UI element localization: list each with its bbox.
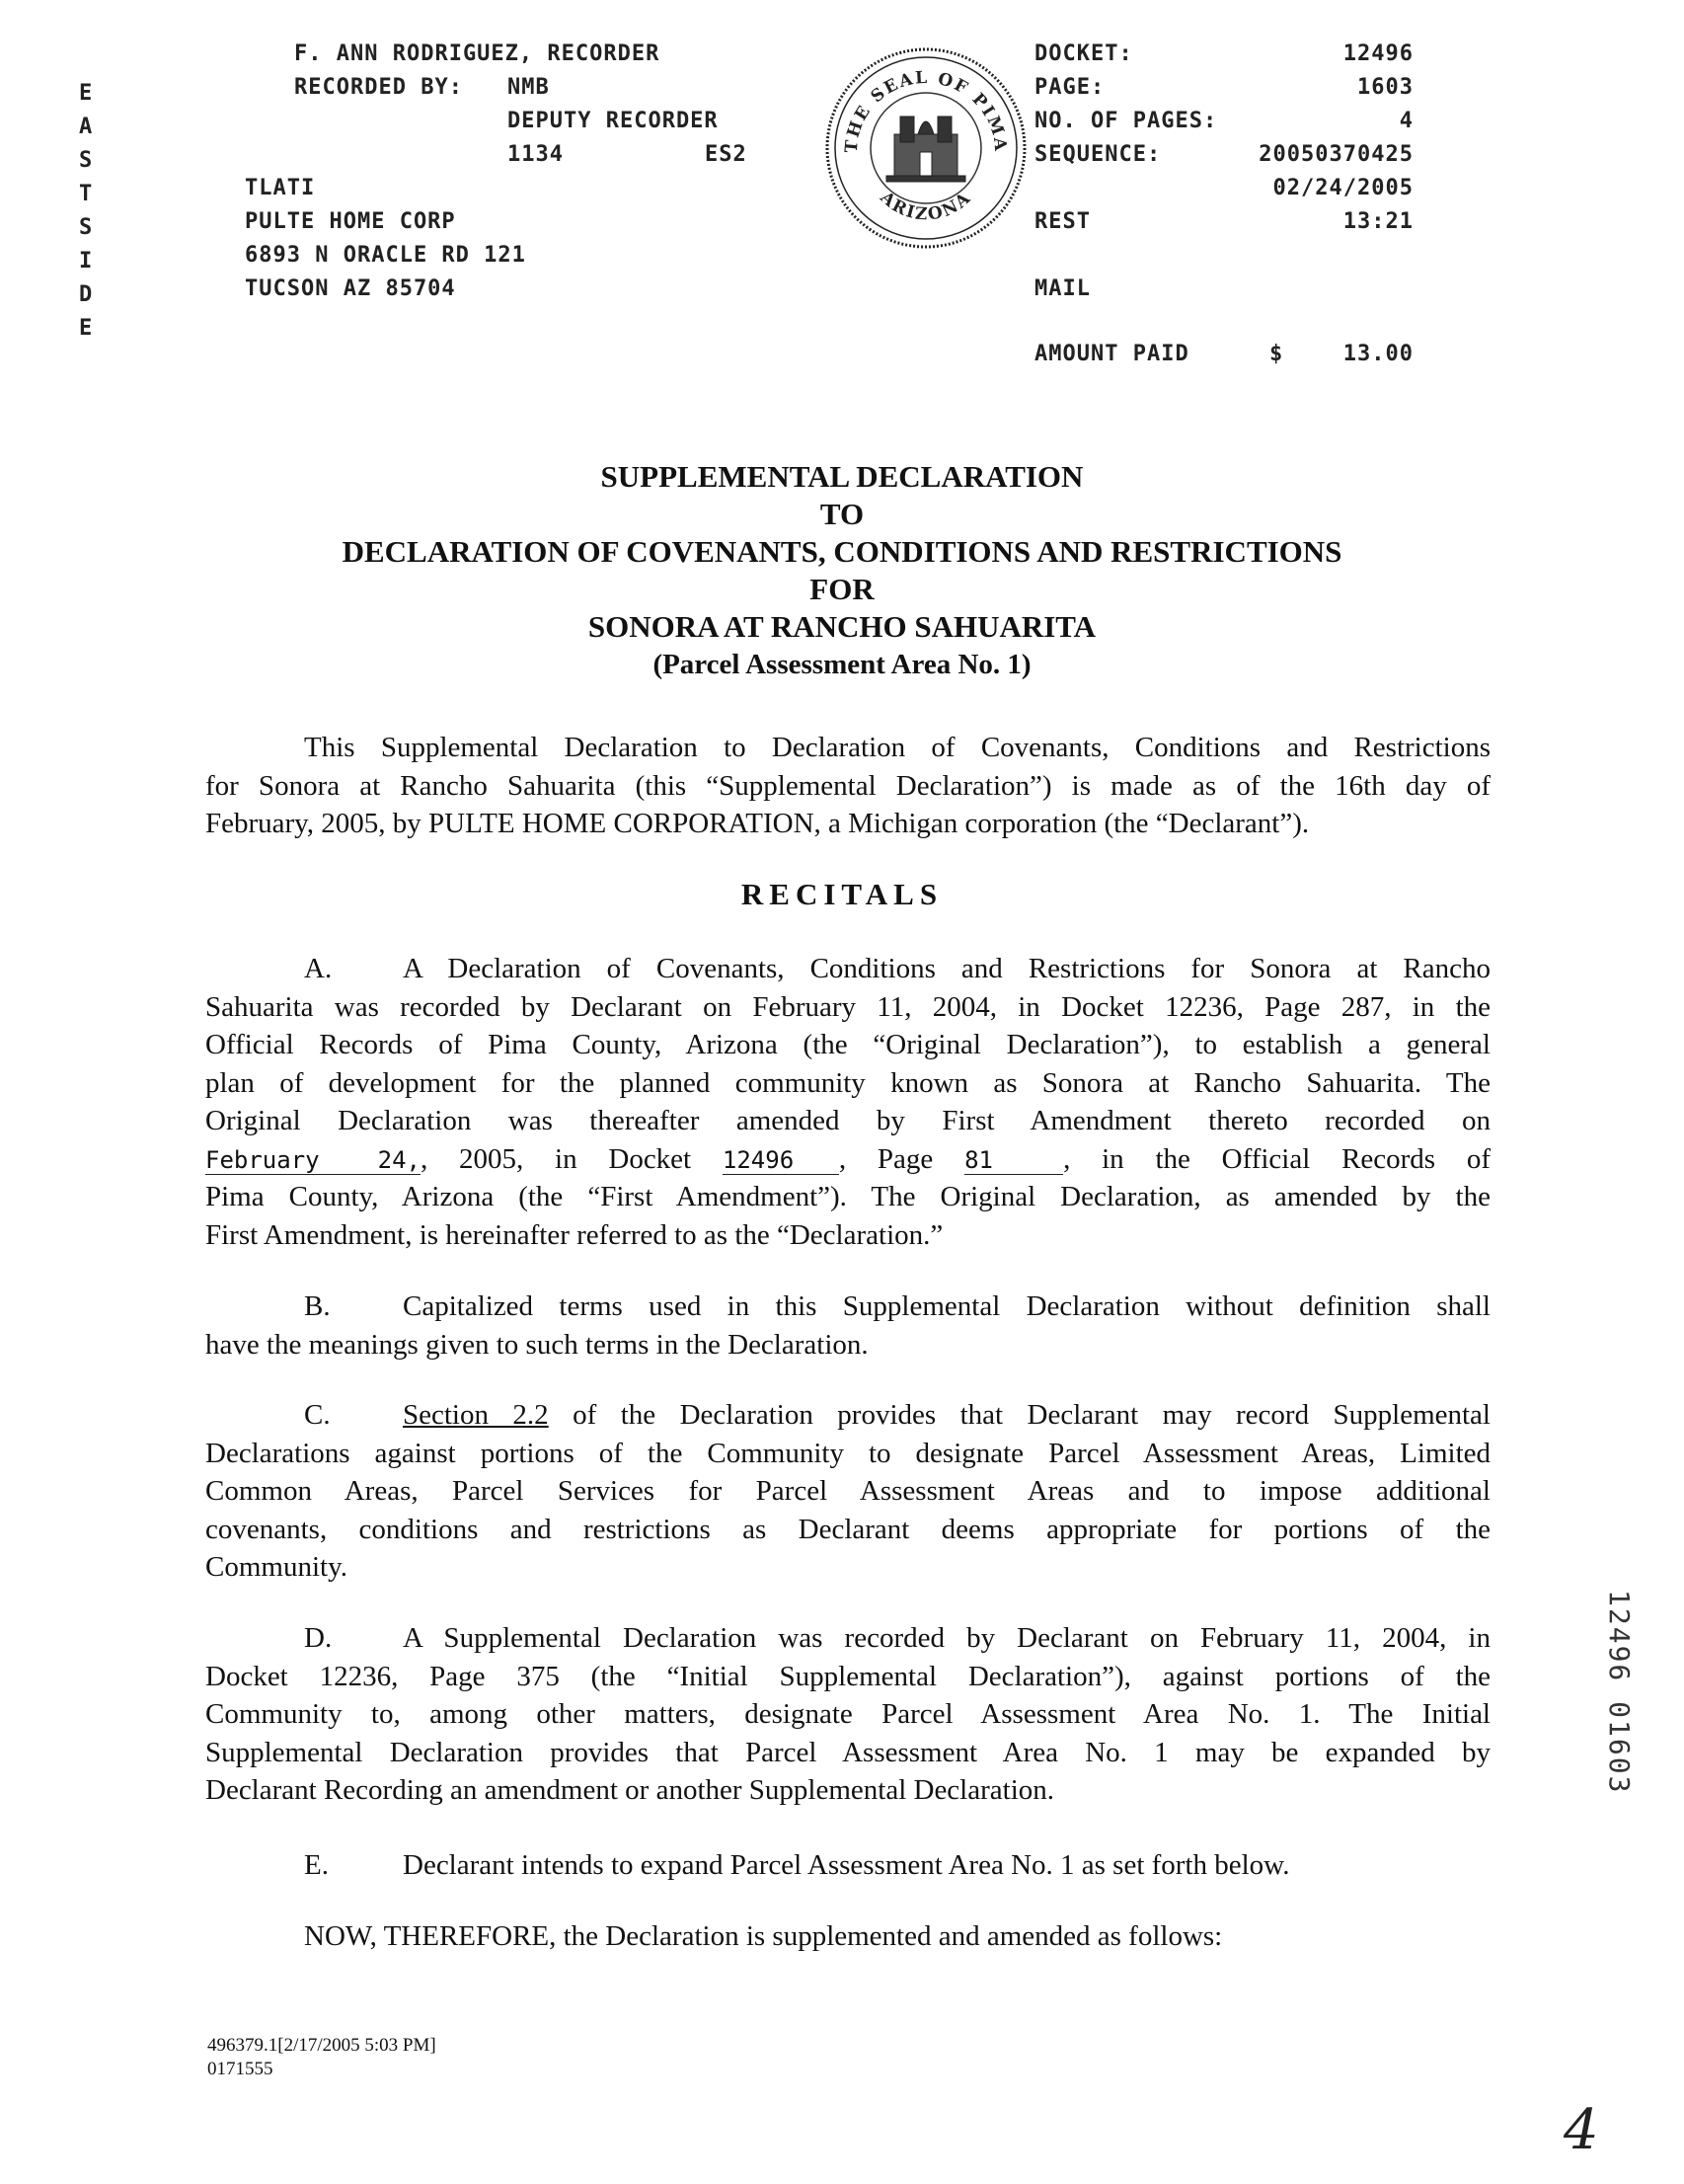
recital-letter: B. <box>304 1290 331 1322</box>
recital-a <box>205 950 1491 1254</box>
rest-label: REST <box>1034 209 1091 234</box>
text-line: Docket 12236, Page 375 (the “Initial Supplemental Declaration”), against portions of the <box>205 1660 1491 1692</box>
recorder-name: F. ANN RODRIGUEZ, RECORDER <box>294 41 660 66</box>
text-line <box>205 1846 1491 1885</box>
text-line: This Supplemental Declaration to Declaration of Covenants, Conditions and Restrictions <box>304 732 1491 763</box>
text-line <box>205 950 1491 988</box>
text-line <box>205 1619 1491 1658</box>
eastside-letter: E <box>79 316 94 341</box>
text-line <box>205 1140 1491 1179</box>
text-line: for Sonora at Rancho Sahuarita (this “Supplemental Declaration”) is made as of the 16th day of <box>205 769 1491 802</box>
sequence-value: 20050370425 <box>1259 142 1414 167</box>
text-line-content: of the Declaration provides that Declarant may record Supplemental <box>573 1399 1491 1431</box>
text-line: Common Areas, Parcel Services for Parcel Assessment Areas and to impose additional <box>205 1475 1491 1507</box>
eastside-letter: S <box>79 148 94 173</box>
text-fragment: , in the Official Records of <box>1063 1142 1492 1175</box>
text-line: Declarant Recording an amendment or another Supplemental Declaration. <box>205 1774 1055 1806</box>
intro-paragraph <box>205 729 1491 843</box>
recitals-heading: RECITALS <box>740 877 944 911</box>
amount-paid-label: AMOUNT PAID <box>1034 342 1189 366</box>
text-line: Official Records of Pima County, Arizona (the “Original Declaration”), to establish a general <box>205 1029 1491 1060</box>
recipient-address-1: 6893 N ORACLE RD 121 <box>245 243 526 268</box>
recorded-date: 02/24/2005 <box>1272 176 1414 200</box>
deputy-id: 1134 <box>507 142 564 167</box>
deputy-recorder: DEPUTY RECORDER <box>507 109 719 133</box>
eastside-letter: A <box>79 115 94 139</box>
recital-c <box>205 1396 1491 1587</box>
text-line: Sahuarita was recorded by Declarant on February 11, 2004, in Docket 12236, Page 287, in the <box>205 990 1491 1023</box>
recipient-address-2: TUCSON AZ 85704 <box>245 276 456 301</box>
text-line: NOW, THEREFORE, the Declaration is supplemented and amended as follows: <box>304 1920 1223 1952</box>
page-value: 1603 <box>1357 75 1414 100</box>
recital-letter: C. <box>304 1399 331 1431</box>
text-line-content: A Declaration of Covenants, Conditions and Restrictions for Sonora at Rancho <box>403 953 1491 984</box>
text-line: Community to, among other matters, designate Parcel Assessment Area No. 1. The Initial <box>205 1698 1491 1730</box>
eastside-letter: T <box>79 182 94 206</box>
text-line: Pima County, Arizona (the “First Amendment”). The Original Declaration, as amended by the <box>205 1181 1491 1212</box>
text-line: have the meanings given to such terms in the Declaration. <box>205 1328 869 1361</box>
text-line-content: Declarant intends to expand Parcel Assessment Area No. 1 as set forth below. <box>403 1849 1290 1881</box>
recital-letter: E. <box>304 1849 329 1881</box>
text-line: Community. <box>205 1551 347 1583</box>
footer-number: 0171555 <box>207 2059 273 2079</box>
text-line-content: A Supplemental Declaration was recorded by Declarant on February 11, 2004, in <box>403 1622 1491 1654</box>
text-line: February, 2005, by PULTE HOME CORPORATION, a Michigan corporation (the “Declarant”). <box>205 808 1310 839</box>
text-line: First Amendment, is hereinafter referred to as the “Declaration.” <box>205 1218 944 1251</box>
recorded-time: 13:21 <box>1342 209 1414 234</box>
title-line: SONORA AT RANCHO SAHUARITA <box>587 609 1097 644</box>
side-docket-stamp: 12496 01603 <box>1603 1590 1636 1795</box>
recital-letter: A. <box>304 953 333 984</box>
text-line <box>205 1287 1491 1326</box>
pages-label: NO. OF PAGES: <box>1034 109 1218 133</box>
title-line: TO <box>819 497 865 531</box>
docket-label: DOCKET: <box>1034 41 1133 66</box>
pima-county-seal <box>821 43 1031 253</box>
title-line: SUPPLEMENTAL DECLARATION <box>600 459 1084 494</box>
pages-value: 4 <box>1399 109 1414 133</box>
seal-bottom-text: ARIZONA <box>876 188 976 225</box>
eastside-letter: D <box>79 282 94 307</box>
recorded-by-value: NMB <box>507 75 550 100</box>
recorded-by-label: RECORDED BY: <box>294 75 463 100</box>
filled-date: February 24, <box>205 1145 421 1174</box>
document-footer <box>207 2034 436 2081</box>
title-line: FOR <box>809 572 875 606</box>
text-line: covenants, conditions and restrictions as Declarant deems appropriate for portions of the <box>205 1513 1491 1545</box>
text-line: plan of development for the planned community known as Sonora at Rancho Sahuarita. The <box>205 1066 1491 1099</box>
amount-currency: $ <box>1269 342 1284 366</box>
title-line: DECLARATION OF COVENANTS, CONDITIONS AND RESTRICTIONS <box>342 534 1342 569</box>
handwritten-page-number: 4 <box>1564 2098 1599 2162</box>
recipient-code: TLATI <box>245 176 316 200</box>
text-line: Declarations against portions of the Community to designate Parcel Assessment Areas, Limited <box>205 1437 1491 1469</box>
eastside-letter: I <box>79 249 94 273</box>
footer-doc-id: 496379.1[2/17/2005 5:03 PM] <box>207 2035 436 2056</box>
handwritten-page-mark <box>1560 2093 1599 2162</box>
station-code: ES2 <box>705 142 747 167</box>
text-line: Supplemental Declaration provides that Parcel Assessment Area No. 1 may be expanded by <box>205 1736 1491 1768</box>
recital-letter: D. <box>304 1622 333 1654</box>
eastside-letter: E <box>79 81 94 106</box>
recital-e <box>205 1846 1491 1885</box>
seal-top-text: THE SEAL OF PIMA <box>841 67 1011 154</box>
recipient-company: PULTE HOME CORP <box>245 209 456 234</box>
eastside-letter: S <box>79 215 94 240</box>
sequence-label: SEQUENCE: <box>1034 142 1162 167</box>
page-label: PAGE: <box>1034 75 1106 100</box>
now-therefore <box>205 1917 1491 1956</box>
section-reference: Section 2.2 <box>403 1399 549 1431</box>
docket-value: 12496 <box>1342 41 1414 66</box>
amount-paid-value: 13.00 <box>1342 342 1414 366</box>
text-line: Original Declaration was thereafter amended by First Amendment thereto recorded on <box>205 1105 1491 1136</box>
title-subtitle: (Parcel Assessment Area No. 1) <box>652 649 1032 680</box>
recital-d <box>205 1619 1491 1810</box>
text-fragment: , Page <box>838 1142 934 1175</box>
svg-text:ARIZONA <box>876 188 975 225</box>
text-line-content: Capitalized terms used in this Supplemental Declaration without definition shall <box>403 1290 1491 1322</box>
seal-mission-icon <box>886 117 965 182</box>
mail-label: MAIL <box>1034 276 1091 301</box>
text-fragment: , 2005, in Docket <box>421 1142 692 1175</box>
filled-docket: 12496 <box>723 1146 839 1175</box>
eastside-label <box>79 77 93 346</box>
text-line <box>205 1396 1491 1435</box>
document-title <box>0 458 1684 683</box>
recital-b <box>205 1287 1491 1364</box>
filled-page: 81 <box>964 1146 1063 1175</box>
